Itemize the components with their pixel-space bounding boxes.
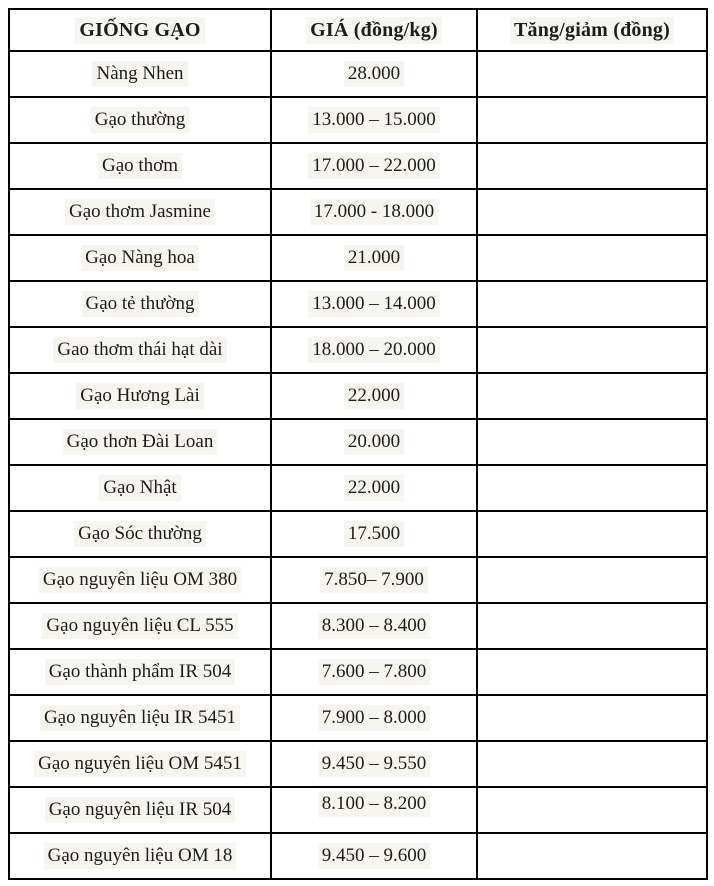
variety-cell (9, 189, 271, 235)
table-row (9, 833, 707, 879)
price-text: 7.850– 7.900 (320, 567, 428, 593)
table-row (9, 557, 707, 603)
price-text: 7.600 – 7.800 (318, 659, 431, 685)
price-table-body (9, 51, 707, 879)
variety-text: Gạo nguyên liệu OM 18 (44, 843, 237, 869)
change-cell (477, 281, 707, 327)
variety-cell (9, 143, 271, 189)
table-row (9, 511, 707, 557)
change-cell (477, 603, 707, 649)
variety-text: Gạo thơn Đài Loan (63, 429, 218, 455)
variety-cell (9, 603, 271, 649)
price-text: 21.000 (344, 245, 404, 271)
change-cell (477, 511, 707, 557)
price-cell (271, 465, 477, 511)
table-row (9, 97, 707, 143)
change-cell (477, 557, 707, 603)
price-cell (271, 833, 477, 879)
price-cell (271, 189, 477, 235)
variety-text: Gao thơm thái hạt dài (53, 337, 226, 363)
variety-cell (9, 327, 271, 373)
table-row (9, 373, 707, 419)
table-row (9, 465, 707, 511)
header-variety-label: GIỐNG GẠO (75, 17, 204, 44)
price-cell (271, 557, 477, 603)
variety-cell (9, 51, 271, 97)
variety-text: Gạo nguyên liệu IR 5451 (40, 705, 240, 731)
price-text: 17.000 - 18.000 (310, 199, 438, 225)
price-cell (271, 281, 477, 327)
price-cell (271, 235, 477, 281)
variety-text: Gạo tẻ thường (82, 291, 199, 317)
variety-cell (9, 787, 271, 833)
change-cell (477, 695, 707, 741)
price-cell (271, 511, 477, 557)
table-row (9, 235, 707, 281)
variety-cell (9, 557, 271, 603)
price-cell (271, 327, 477, 373)
table-row (9, 649, 707, 695)
price-text: 9.450 – 9.550 (318, 751, 431, 777)
change-cell (477, 649, 707, 695)
table-row (9, 143, 707, 189)
table-row (9, 741, 707, 787)
price-cell (271, 419, 477, 465)
change-cell (477, 833, 707, 879)
variety-text: Gạo Nàng hoa (81, 245, 199, 271)
price-text: 17.000 – 22.000 (308, 153, 440, 179)
price-text: 22.000 (344, 475, 404, 501)
variety-cell (9, 741, 271, 787)
price-text: 17.500 (344, 521, 404, 547)
change-cell (477, 235, 707, 281)
variety-text: Gạo thơm (98, 153, 182, 179)
header-row (9, 9, 707, 51)
variety-cell (9, 695, 271, 741)
price-cell (271, 373, 477, 419)
price-text: 22.000 (344, 383, 404, 409)
variety-text: Gạo thơm Jasmine (65, 199, 215, 225)
change-cell (477, 741, 707, 787)
variety-cell (9, 281, 271, 327)
variety-text: Gạo thành phẩm IR 504 (45, 659, 236, 685)
price-cell (271, 649, 477, 695)
price-text: 8.100 – 8.200 (318, 791, 431, 817)
variety-cell (9, 833, 271, 879)
price-text: 18.000 – 20.000 (308, 337, 440, 363)
variety-text: Gạo thường (91, 107, 190, 133)
header-cell-price (271, 9, 477, 51)
variety-text: Gạo Hương Lài (76, 383, 204, 409)
variety-cell (9, 97, 271, 143)
change-cell (477, 419, 707, 465)
variety-cell (9, 373, 271, 419)
header-cell-variety (9, 9, 271, 51)
change-cell (477, 465, 707, 511)
change-cell (477, 787, 707, 833)
price-text: 28.000 (344, 61, 404, 87)
variety-cell (9, 419, 271, 465)
table-row (9, 281, 707, 327)
price-cell (271, 51, 477, 97)
price-cell (271, 787, 477, 833)
price-text: 8.300 – 8.400 (318, 613, 431, 639)
table-row (9, 787, 707, 833)
table-header (9, 9, 707, 51)
variety-text: Gạo nguyên liệu OM 5451 (34, 751, 246, 777)
rice-price-table (8, 8, 708, 880)
price-cell (271, 695, 477, 741)
variety-text: Gạo Nhật (99, 475, 180, 501)
price-text: 20.000 (344, 429, 404, 455)
table-row (9, 51, 707, 97)
table-row (9, 189, 707, 235)
header-price-label: GIÁ (đồng/kg) (306, 17, 442, 44)
variety-text: Nàng Nhen (92, 61, 187, 87)
change-cell (477, 143, 707, 189)
variety-text: Gạo nguyên liệu CL 555 (42, 613, 237, 639)
table-row (9, 695, 707, 741)
table-row (9, 419, 707, 465)
price-cell (271, 143, 477, 189)
change-cell (477, 327, 707, 373)
variety-cell (9, 649, 271, 695)
price-text: 7.900 – 8.000 (318, 705, 431, 731)
price-cell (271, 741, 477, 787)
header-change-label: Tăng/giảm (đồng) (510, 17, 674, 44)
change-cell (477, 189, 707, 235)
change-cell (477, 97, 707, 143)
table-row (9, 327, 707, 373)
variety-cell (9, 511, 271, 557)
change-cell (477, 373, 707, 419)
price-cell (271, 603, 477, 649)
variety-cell (9, 235, 271, 281)
change-cell (477, 51, 707, 97)
table-row (9, 603, 707, 649)
price-text: 13.000 – 14.000 (308, 291, 440, 317)
variety-text: Gạo nguyên liệu IR 504 (45, 797, 236, 823)
variety-text: Gạo Sóc thường (74, 521, 206, 547)
price-cell (271, 97, 477, 143)
variety-text: Gạo nguyên liệu OM 380 (39, 567, 241, 593)
header-cell-change (477, 9, 707, 51)
variety-cell (9, 465, 271, 511)
price-text: 9.450 – 9.600 (318, 843, 431, 869)
price-text: 13.000 – 15.000 (308, 107, 440, 133)
